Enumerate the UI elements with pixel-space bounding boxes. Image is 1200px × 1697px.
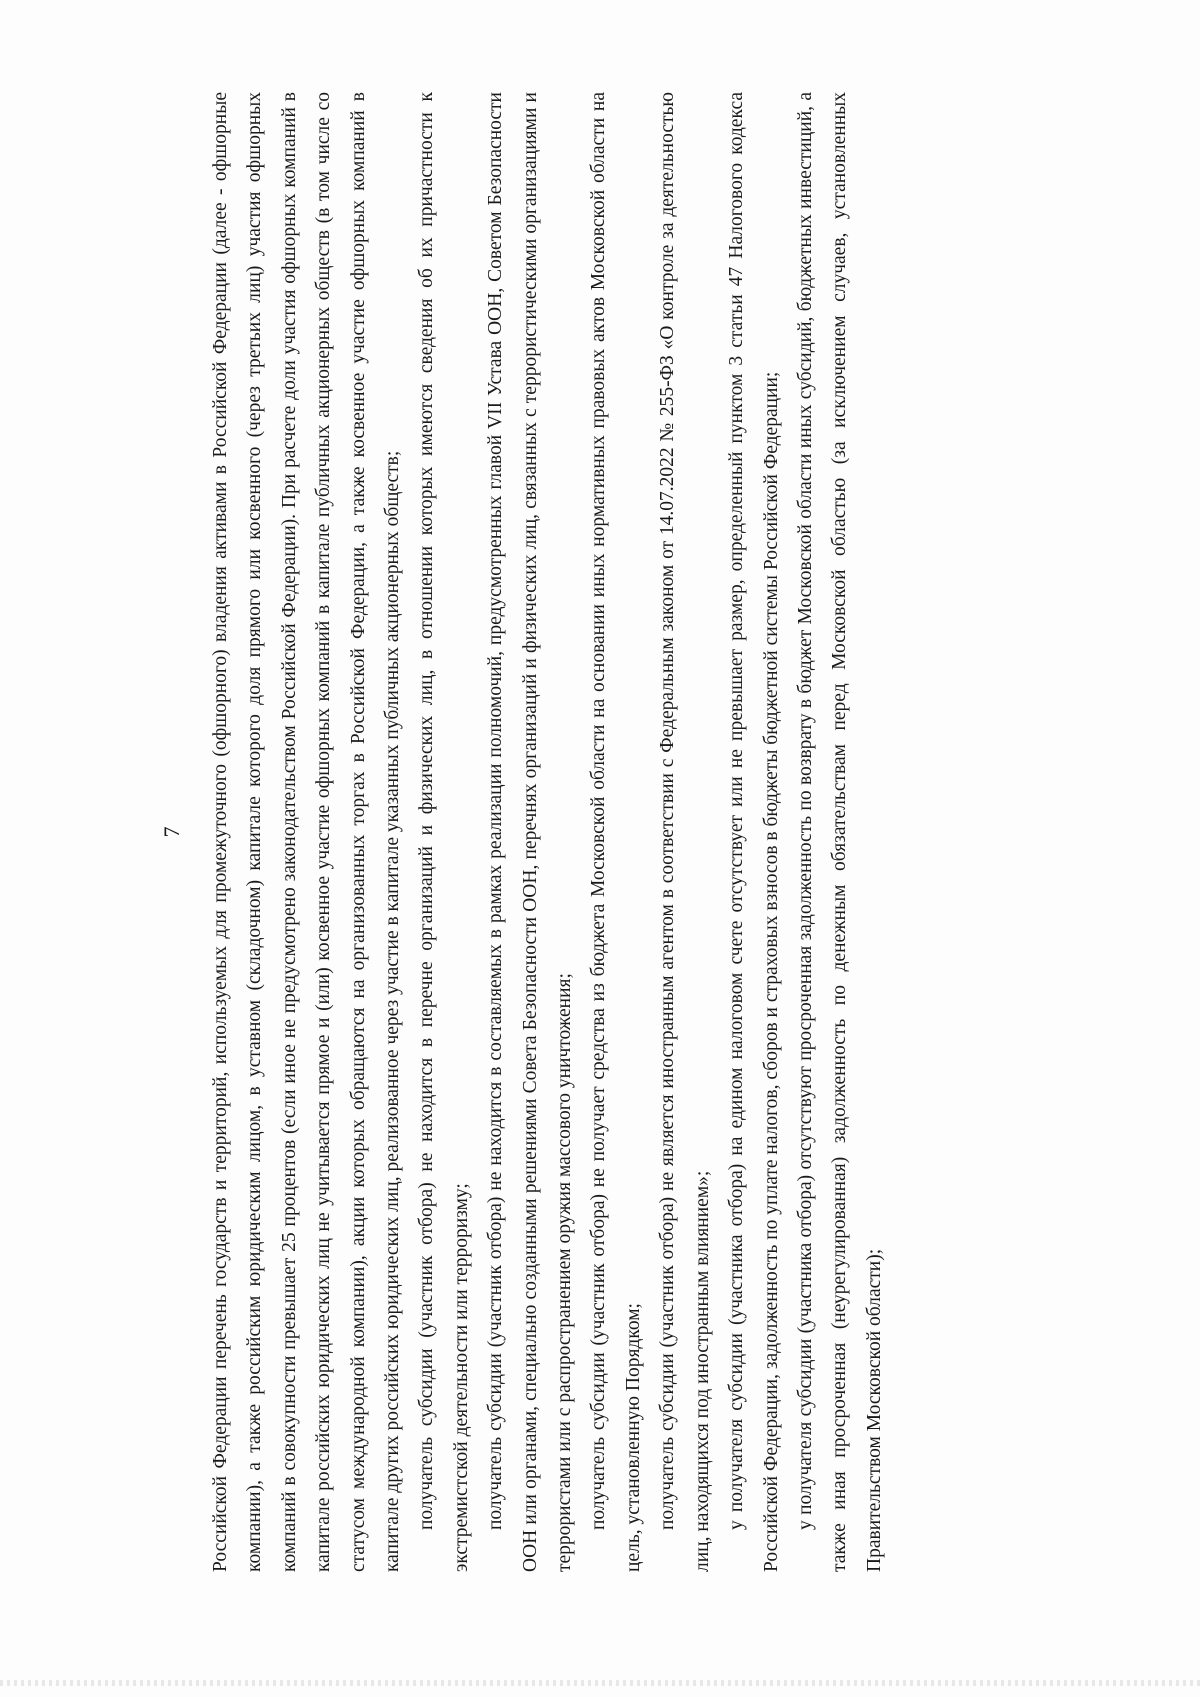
paragraph: получатель субсидии (участник отбора) не находится в составляемых в рамках реализации полномочий, предусмотренных главой VII Устава ООН, Советом Безопасности ООН или органами, специально созданными решениями Совета Безопасности ООН, перечнях организаций и физических лиц, связанных с террористическими организациями и террористами или с распространением оружия массового уничтожения; <box>485 92 576 1572</box>
page-number: 7 <box>159 826 184 838</box>
rotated-content <box>160 92 1100 1572</box>
paragraph: у получателя субсидии (участника отбора) на едином налоговом счете отсутствует или не превышает размер, определенный пунктом 3 статьи 47 Налогового кодекса Российской Федерации, задолженность по уплате налогов, сборов и страховых взносов в бюджеты бюджетной системы Российской Федерации; <box>726 92 782 1572</box>
paragraph: у получателя субсидии (участника отбора) отсутствуют просроченная задолженность по возврату в бюджет Московской области иных субсидий, бюджетных инвестиций, а также иная просроченная (неурегулированная) задолженность по денежным обязательствам перед Московской областью (за исключением случаев, установленных Правительством Московской области); <box>794 92 885 1572</box>
paragraph: получатель субсидии (участник отбора) не является иностранным агентом в соответствии с Федеральным законом от 14.07.2022 № 255-ФЗ «О контроле за деятельностью лиц, находящихся под иностранным влиянием»; <box>657 92 713 1572</box>
scan-edge-artifact <box>0 1680 1200 1686</box>
rotated-content-area <box>160 92 1100 1572</box>
body-text <box>204 92 892 1572</box>
paragraph: получатель субсидии (участник отбора) не получает средства из бюджета Московской области на основании иных нормативных правовых актов Московской области на цель, установленную Порядком; <box>588 92 644 1572</box>
paragraph: получатель субсидии (участник отбора) не находится в перечне организаций и физических лиц, в отношении которых имеются сведения об их причастности к экстремистской деятельности или терроризму; <box>416 92 472 1572</box>
paragraph: Российской Федерации перечень государств и территорий, используемых для промежуточного (офшорного) владения активами в Российской Федерации (далее - офшорные компании), а также российским юридическим лицом, в уставном (складочном) капитале которого доля прямого или косвенного (через третьих лиц) участия офшорных компаний в совокупности превышает 25 процентов (если иное не предусмотрено законодательством Российской Федерации). При расчете доли участия офшорных компаний в капитале российских юридических лиц не учитывается прямое и (или) косвенное участие офшорных компаний в капитале публичных акционерных обществ (в том числе со статусом международной компании), акции которых обращаются на организованных торгах в Российской Федерации, а также косвенное участие офшорных компаний в капитале других российских юридических лиц, реализованное через участие в капитале указанных публичных акционерных обществ; <box>210 92 404 1572</box>
